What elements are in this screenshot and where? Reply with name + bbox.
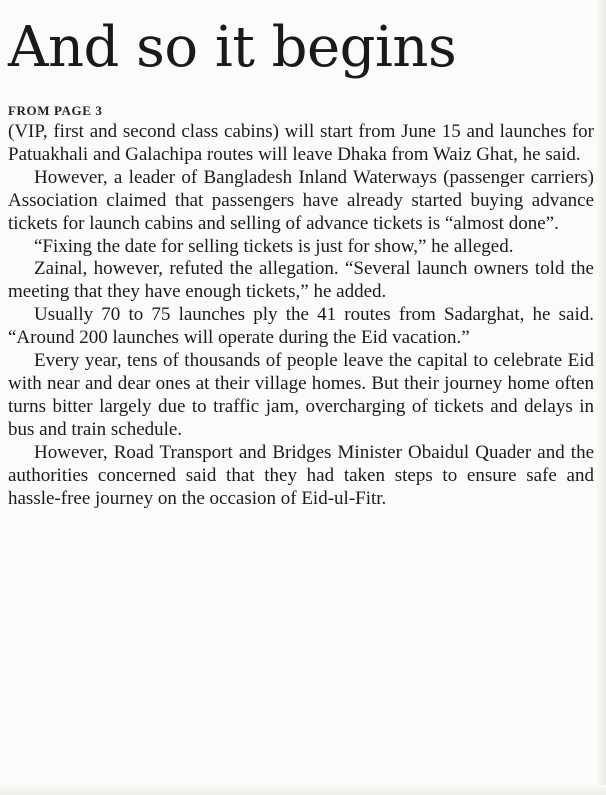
paragraph-3: “Fixing the date for selling tickets is just for show,” he alleged. [34, 235, 514, 257]
jump-line: FROM PAGE 3 [8, 103, 103, 118]
paragraph-2: However, a leader of Bangladesh Inland Waterways (passenger carriers) Association claimed that passengers have already started buying advance tickets for launch cabins and selling of advance tickets is “almost done”. [8, 166, 594, 234]
page-edge-shadow-bottom [0, 785, 606, 795]
paragraph-5: Usually 70 to 75 launches ply the 41 routes from Sadarghat, he said. “Around 200 launches will operate during the Eid vacation.” [8, 304, 594, 349]
headline: And so it begins [8, 15, 457, 80]
paragraph-1: (VIP, first and second class cabins) will start from June 15 and launches for Patuakhali and Galachipa routes will leave Dhaka from Waiz Ghat, he said. [8, 121, 594, 165]
article-body [8, 121, 594, 510]
paragraph-7: However, Road Transport and Bridges Minister Obaidul Quader and the authorities concerned said that they had taken steps to ensure safe and hassle-free journey on the occasion of Eid-ul-Fitr. [8, 441, 594, 509]
paragraph-6: Every year, tens of thousands of people leave the capital to celebrate Eid with near and dear ones at their village homes. But their journey home often turns bitter largely due to traffic jam, overcharging of tickets and delays in bus and train schedule. [8, 350, 594, 440]
paragraph-4: Zainal, however, refuted the allegation. “Several launch owners told the meeting that they have enough tickets,” he added. [8, 258, 594, 303]
page-edge-shadow-right [596, 0, 606, 795]
